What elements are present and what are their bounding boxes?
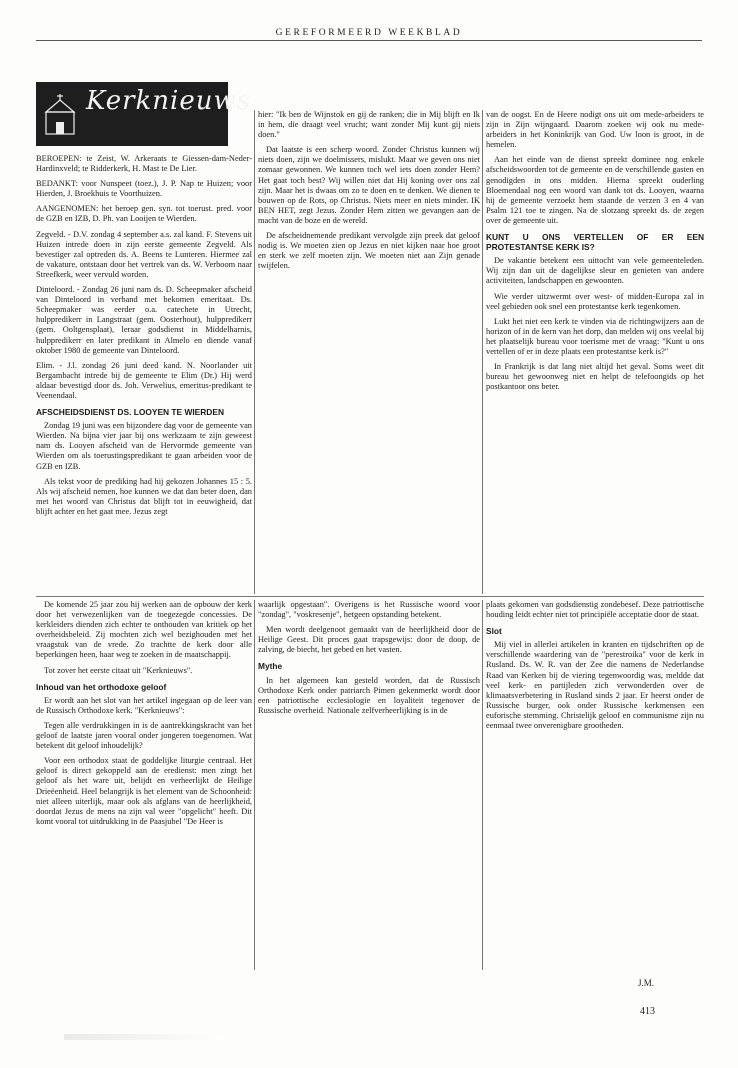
column-divider [482,600,483,970]
column-divider [254,600,255,970]
slot-paragraph: Mij viel in allerlei artikelen in kranten en tijdschriften op de verschillende waardering van de "perestroika" voor de kerk in Rusland. Ds. W. R. van der Zee die namens de Nederlandse Raad van Kerken bij de viering tegenwoordig was, meldde dat veel kerk- en partijleden zich verwonderden over de klimaatsverbetering in Rusland sinds 2 jaar. Er heerst onder de Russische burger, ook onder Russische kerkmensen een euforische stemming. Christelijk geloof en communisme zijn nu eenmaal twee onverenigbare grootheden. [486,640,704,731]
mythe-paragraph: In het algemeen kan gesteld worden, dat de Russisch Orthodoxe Kerk onder patriarch Pimen gekenmerkt wordt door een patriottische ecclesiologie en loyaliteit tegenover de Russische overheid. Nationale zelfverheerlijking is in de [258,675,480,715]
sermon-paragraph-3: De afscheidnemende predikant vervolgde zijn preek dat geloof nodig is. We moeten zien op Jezus en niet kijken naar hoe groot en sterk we zelf moeten zijn. We moeten niet aan Zijn genade twijfelen. [258,231,480,271]
author-signature: J.M. [638,978,655,988]
bottom-column-1 [36,600,252,970]
harvest-paragraph: van de oogst. En de Heere nodigt ons uit om mede-arbeiders te zijn in Zijn wijngaard. Daarom zoeken wij ook nu mede-arbeiders in het Koninkrijk van God. Uw loon is groot, in de hemelen. [486,110,704,150]
scan-smudge [64,1034,224,1040]
orthodox-faith-heading: Inhoud van het orthodoxe geloof [36,681,167,692]
patriotism-paragraph: plaats gekomen van godsdienstig zondebesef. Deze patriottische houding leidt echter niet tot principiële acceptatie door de staat. [486,600,704,620]
liturgy-paragraph-1: waarlijk opgestaan". Overigens is het Russische woord voor "zondag", "voskresenje", hetgeen opstanding betekent. [258,600,480,620]
direction-paragraph: Lukt het niet een kerk te vinden via de richtingwijzers aan de horizon of in de kern van het dorp, dan melden wij ons veelal bij het plaatselijk bureau voor toerisme met de vraag: "Kunt u ons vertellen of er in deze plaats een protestantse kerk is?" [486,316,704,356]
mythe-heading: Mythe [258,661,283,672]
russia-paragraph-1: De komende 25 jaar zou hij werken aan de opbouw der kerk door het verwezenlijken van de toegezegde concessies. De kerkleiders dienden zich echter te onthouden van kritiek op het overheidsbeleid. Zij mochten zich wel bezighouden met het vraagstuk van de vrede. Zo trachtte de kerk door alle beperkingen heen, haar weg te zoeken in de maatschappij. [36,600,252,660]
church-sketch-icon [42,92,78,138]
protestant-church-heading: KUNT U ONS VERTELLEN OF ER EEN PROTESTANTSE KERK IS? [486,232,704,253]
bottom-column-3 [486,600,704,972]
russia-paragraph-2: Tot zover het eerste citaat uit "Kerknieuws". [44,665,193,675]
afscheid-heading: AFSCHEIDSDIENST DS. LOOYEN TE WIERDEN [36,407,224,418]
sermon-paragraph-2: Dat laatste is een scherp woord. Zonder Christus kunnen wij niets doen, zijn we doelmissers, mislukt. Maar we geven ons niet zomaar gewonnen. We kunnen toch wel iets doen zonder Hem? Het gaat toch best? Wij willen niet dat Hij koning over ons zal zijn. Maar het is dwaas om zo te doen en te denken. We dienen te bouwen op de Rots, op Christus. Niets meer en niets minder. IK BEN HET, zegt Jezus. Zonder Hem zitten we gevangen aan de macht van de boze en de wereld. [258,145,480,225]
zegveld-paragraph: Zegveld. - D.V. zondag 4 september a.s. zal kand. F. Stevens uit Huizen intrede doen in zijn eerste gemeente Zegveld. Als bevestiger zal optreden ds. A. Beens te Lunteren. Hiermee zal de vakature, ontstaan door het vertrek van ds. W. Verboom naar Streefkerk, weer vervuld worden. [36,229,252,279]
aangenomen-paragraph: AANGENOMEN: het beroep gen. syn. tot toerust. pred. voor de GZB en IZB, D. Ph. van Looijen te Wierden. [36,204,252,224]
header-rule [36,40,702,41]
orthodox-paragraph-1: Er wordt aan het slot van het artikel ingegaan op de leer van de Russisch Orthodoxe kerk. "Kerknieuws": [36,695,252,715]
page-number: 413 [640,1006,655,1017]
bottom-column-2 [258,600,480,970]
closing-paragraph: Aan het einde van de dienst spreekt dominee nog enkele afscheidswoorden tot de gemeente en de verschillende gasten en genodigden in ons midden. Hierna spreekt ouderling Bloemendaal nog een woord van dank tot ds. Looyen, waarna hij de gemeente verzoekt hem staande de verzen 3 en 4 van Psalm 121 toe te zingen. Na de slotzang spreekt ds. de zegen over de gemeente uit. [486,155,704,225]
running-header: GEREFORMEERD WEEKBLAD [275,28,463,38]
europe-paragraph: Wie verder uitzwermt over west- of midden-Europa zal in veel gebieden ook snel een protestantse kerk tegenkomen. [486,291,704,311]
vacation-paragraph: De vakantie betekent een uittocht van vele gemeenteleden. Wij zijn dan uit de dagelijkse sleur en genieten van andere activiteiten, landschappen en gewoonten. [486,256,704,286]
bedankt-paragraph: BEDANKT: voor Nunspeet (toez.), J. P. Nap te Huizen; voor Hierden, J. Broekhuis te Voorthuizen. [36,179,252,199]
column-3 [486,110,704,594]
liturgy-paragraph-2: Men wordt deelgenoot gemaakt van de heerlijkheid door de Heilige Geest. Dit proces gaat trapsgewijs: door de doop, de zalving, de biecht, het gebed en het vasten. [258,625,480,655]
column-divider [254,110,255,594]
afscheid-paragraph-2: Als tekst voor de prediking had hij gekozen Johannes 15 : 5. Als wij afscheid nemen, hoe kunnen we dat dan beter doen, dan met het woord van Christus dat blijft tot in eeuwigheid, dat blijft achter en het gaat mee. Jezus zegt [36,476,252,516]
section-rule [36,596,704,597]
sermon-paragraph-1: hier: "Ik ben de Wijnstok en gij de ranken; die in Mij blijft en Ik in hem, die draagt veel vrucht; want zonder Mij kunt gij niets doen." [258,110,480,140]
beroepen-paragraph: BEROEPEN: te Zeist, W. Arkeraats te Giessen-dam-Neder-Hardinxveld; te Ridderkerk, H. Mast te De Lier. [36,154,252,174]
france-paragraph: In Frankrijk is dat lang niet altijd het geval. Soms weet dit bureau het gewoonweg niet en helpt de telefoongids op het postkantoor ons beter. [486,362,704,392]
orthodox-paragraph-3: Voor een orthodox staat de goddelijke liturgie centraal. Het geloof is direct gekoppeld aan de eredienst: men zingt het geloof als het ware uit, belijdt en verheerlijkt de Heilige Drieëenheid. Heel belangrijk is het element van de Schoonheid: niet alleen uiterlijk, maar ook als afglans van de heerlijkheid, doordat Jezus de mens na zijn val weer "opgelicht" heeft. Dit komt vooral tot uitdrukking in de Paasjubel "De Heer is [36,756,252,826]
logo-text: Kerknieuws [86,86,252,116]
column-2 [258,110,480,594]
column-1 [36,82,252,594]
dinteloord-paragraph: Dinteloord. - Zondag 26 juni nam ds. D. Scheepmaker afscheid van Dinteloord in verband met bekomen emeritaat. Ds. Scheepmaker was eerder o.a. catechete in Utrecht, hulppredikerr in Langstraat (gem. Oosterhout), hulppredikerr (gem. Ooltgensplaat), leraar godsdienst in Middelharnis, hulppredikerr en later predikant in Almelo en diende vanaf oktober 1980 de gemeente van Dinteloord. [36,285,252,355]
orthodox-paragraph-2: Tegen alle verdrukkingen in is de aantrekkingskracht van het geloof de laatste jaren vooral onder jongeren toegenomen. Wat betekent dit geloof inhoudelijk? [36,720,252,751]
kerknieuws-logo [36,82,252,146]
column-divider [482,110,483,594]
slot-heading: Slot [486,626,502,637]
afscheid-paragraph-1: Zondag 19 juni was een bijzondere dag voor de gemeente van Wierden. Na bijna vier jaar bij ons werkzaam te zijn geweest nam ds. Looyen afscheid van de Hervormde gemeente van Wierden om als toerustingspredikant te gaan arbeiden voor de GZB en IZB. [36,421,252,471]
elim-paragraph: Elim. - J.l. zondag 26 juni deed kand. N. Noorlander uit Bergambacht intrede bij de gemeente te Elim (Dr.) Hij werd aldaar bevestigd door ds. Joh. Verwelius, emeritus-predikant te Veenendaal. [36,360,252,400]
